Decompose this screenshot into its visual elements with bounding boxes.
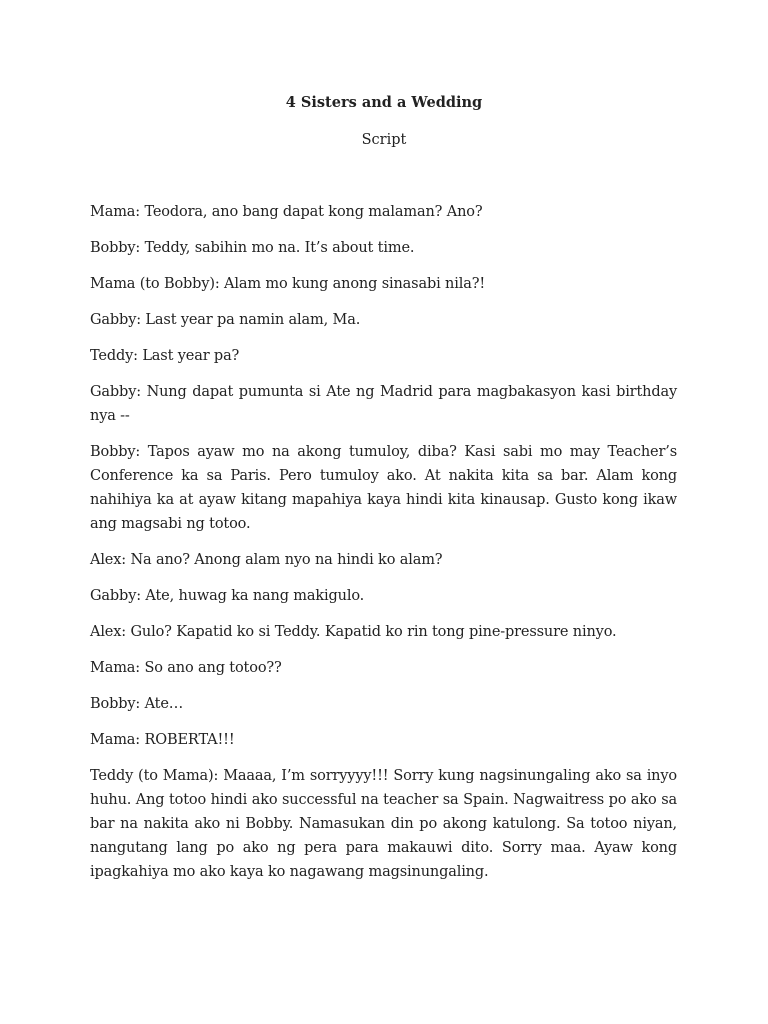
dialogue-line: Bobby: Teddy, sabihin mo na. It’s about time. xyxy=(90,240,415,256)
dialogue-line: Mama: So ano ang totoo?? xyxy=(90,660,282,676)
dialogue-line: Alex: Gulo? Kapatid ko si Teddy. Kapatid ko rin tong pine-pressure ninyo. xyxy=(90,624,617,640)
dialogue-line: Mama: ROBERTA!!! xyxy=(90,732,235,748)
dialogue-line: Alex: Na ano? Anong alam nyo na hindi ko alam? xyxy=(90,552,443,568)
dialogue-line: Mama (to Bobby): Alam mo kung anong sinasabi nila?! xyxy=(90,276,485,292)
dialogue-line: Mama: Teodora, ano bang dapat kong malaman? Ano? xyxy=(90,204,483,220)
dialogue-line: Gabby: Ate, huwag ka nang makigulo. xyxy=(90,588,365,604)
dialogue-line: Teddy: Last year pa? xyxy=(90,348,240,364)
dialogue-line: Gabby: Last year pa namin alam, Ma. xyxy=(90,312,361,328)
script-subtitle: Script xyxy=(361,132,407,148)
dialogue-line: Bobby: Tapos ayaw mo na akong tumuloy, diba? Kasi sabi mo may Teacher’s Conference ka sa Paris. Pero tumuloy ako. At nakita kita sa bar. Alam kong nahihiya ka at ayaw kitang mapahiya kaya hindi kita kinausap. Gusto kong ikaw ang magsabi ng totoo. xyxy=(90,444,677,532)
dialogue-line: Bobby: Ate… xyxy=(90,696,184,712)
dialogue-line: Teddy (to Mama): Maaaa, I’m sorryyyy!!! Sorry kung nagsinungaling ako sa inyo huhu. Ang totoo hindi ako successful na teacher sa Spain. Nagwaitress po ako sa bar na nakita ako ni Bobby. Namasukan din po akong katulong. Sa totoo niyan, nangutang lang po ako ng pera para makauwi dito. Sorry maa. Ayaw kong ipagkahiya mo ako kaya ko nagawang magsinungaling. xyxy=(90,768,677,880)
script-body xyxy=(90,200,677,896)
dialogue-line: Gabby: Nung dapat pumunta si Ate ng Madrid para magbakasyon kasi birthday nya -- xyxy=(90,384,677,424)
script-title: 4 Sisters and a Wedding xyxy=(285,94,483,111)
